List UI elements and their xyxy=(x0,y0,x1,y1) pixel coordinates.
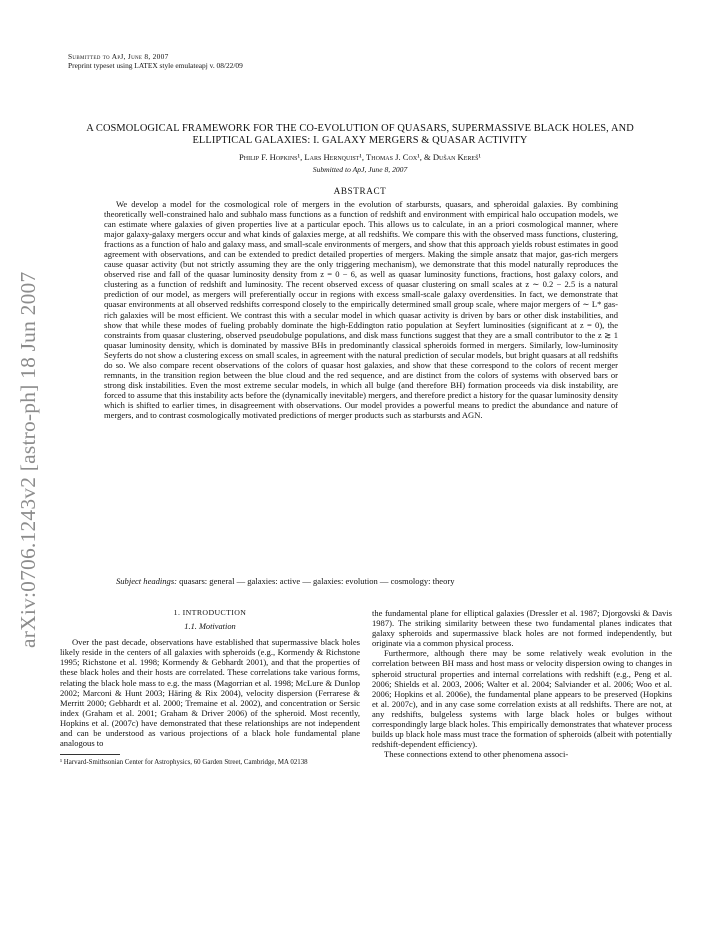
arxiv-stamp: arXiv:0706.1243v2 [astro-ph] 18 Jun 2007 xyxy=(16,271,40,648)
intro-paragraph-3: Furthermore, although there may be some relatively weak evolution in the correlation between BH mass and host mass or velocity dispersion owing to changes in spheroid structural properties and internal correlations with redshift (e.g., Peng et al. 2006; Shields et al. 2003, 2006; Walter et al. 2004; Salviander et al. 2006; Woo et al. 2006; Hopkins et al. 2006e), the fundamental plane appears to be preserved (Hopkins et al. 2007c), and in any case some correlation exists at all redshifts. There are not, at any redshifts, bulgeless systems with large black holes or bulges without correspondingly large black holes. This empirically demonstrates that whatever process builds up black hole mass must trace the formation of spheroids (albeit with potentially redshift-dependent efficiency). xyxy=(372,648,672,750)
intro-paragraph-2: the fundamental plane for elliptical galaxies (Dressler et al. 1987; Djorgovski & Davis 1987). The striking similarity between these two fundamental planes indicates that galaxy spheroids and supermassive black holes are not formed independently, but originate via a common physical process. xyxy=(372,608,672,649)
footnote-rule xyxy=(60,754,120,755)
right-column xyxy=(372,608,672,759)
submitted-note: Submitted to ApJ, June 8, 2007 xyxy=(312,165,408,174)
intro-paragraph-4: These connections extend to other phenomena associ- xyxy=(384,749,569,760)
subject-label: Subject headings: xyxy=(116,576,178,586)
abstract-heading: ABSTRACT xyxy=(333,186,387,196)
subject-text: quasars: general — galaxies: active — galaxies: evolution — cosmology: theory xyxy=(177,576,455,586)
section-heading: 1. INTRODUCTION xyxy=(173,608,247,617)
subsection-heading: 1.1. Motivation xyxy=(184,622,236,632)
author-list: Philip F. Hopkins¹, Lars Hernquist¹, Thomas J. Cox¹, & Dušan Kereš¹ xyxy=(238,152,481,162)
preprint-header xyxy=(68,52,243,70)
abstract-text: We develop a model for the cosmological role of mergers in the evolution of starbursts, quasars, and spheroidal galaxies. By combining theoretically well-constrained halo and subhalo mass functions as a function of redshift and environment with empirical halo occupation models, we can estimate where galaxies of given properties live at a particular epoch. This allows us to calculate, in an a priori cosmological manner, where major galaxy-galaxy mergers occur and what kinds of galaxies merge, at all redshifts. We compare this with the observed mass functions, clustering, fractions as a function of halo and galaxy mass, and small-scale environments of mergers, and show that this approach yields robust estimates in good agreement with observations, and can be extended to predict detailed properties of mergers. Making the simple ansatz that major, gas-rich mergers cause quasar activity (but not strictly assuming they are the only triggering mechanism), we demonstrate that this model naturally reproduces the observed rise and fall of the quasar luminosity density from z = 0 − 6, as well as quasar luminosity functions, fractions, host galaxy colors, and clustering as a function of redshift and luminosity. The recent observed excess of quasar clustering on small scales at z ∼ 0.2 − 2.5 is a natural prediction of our model, as mergers will preferentially occur in regions with excess small-scale galaxy overdensities. In fact, we demonstrate that quasar environments at all observed redshifts correspond closely to the empirically determined small group scale, where major mergers of ∼ L* gas-rich galaxies will be most efficient. We contrast this with a secular model in which quasar activity is driven by bars or other disk instabilities, and show that while these modes of fueling probably dominate the high-Eddington ratio population at Seyfert luminosities (significant at z = 0), the constraints from quasar clustering, observed pseudobulge populations, and disk mass functions suggest that they are a small contributor to the z ≳ 1 quasar luminosity density, which is dominated by massive BHs in predominantly classical spheroids formed in mergers. Similarly, low-luminosity Seyferts do not show a clustering excess on small scales, in agreement with the natural prediction of secular models, but bright quasars at all redshifts do so. We also compare recent observations of the colors of quasar host galaxies, and show that these correspond to the colors of recent merger remnants, in the transition region between the blue cloud and the red sequence, and are distinct from the colors of systems with observed bars or strong disk instabilities. Even the most extreme secular models, in which all bulge (and therefore BH) formation proceeds via disk instability, are forced to assume that this instability acts before the (dynamically inevitable) mergers, and therefore predict a history for the quasar luminosity density which is shifted to earlier times, in disagreement with observations. Our model provides a powerful means to predict the abundance and nature of mergers, and to contrast cosmologically motivated predictions of merger products such as starbursts and AGN. xyxy=(104,199,618,420)
paper-title: A COSMOLOGICAL FRAMEWORK FOR THE CO-EVOLUTION OF QUASARS, SUPERMASSIVE BLACK HOLES, AND ELLIPTICAL GALAXIES: I. GALAXY MERGERS & QUASAR ACTIVITY xyxy=(86,123,634,146)
typeset-line: Preprint typeset using LATEX style emulateapj v. 08/22/09 xyxy=(68,61,243,70)
affiliation-footnote: ¹ Harvard-Smithsonian Center for Astrophysics, 60 Garden Street, Cambridge, MA 02138 xyxy=(60,759,308,767)
submission-line: Submitted to ApJ, June 8, 2007 xyxy=(68,52,169,61)
intro-paragraph-1: Over the past decade, observations have established that supermassive black holes likely reside in the centers of all galaxies with spheroids (e.g., Kormendy & Richstone 1995; Richstone et al. 1998; Kormendy & Gebhardt 2001), and that the properties of these black holes and their hosts are correlated. These correlations take various forms, relating the black hole mass to e.g. the mass (Magorrian et al. 1998; McLure & Dunlop 2002; Marconi & Hunt 2003; Häring & Rix 2004), velocity dispersion (Ferrarese & Merritt 2000; Gebhardt et al. 2000; Tremaine et al. 2002), and concentration or Sersic index (Graham et al. 2001; Graham & Driver 2006) of the spheroid. Most recently, Hopkins et al. (2007c) have demonstrated that these relationships are not independent and can be understood as various projections of a black hole fundamental plane analogous to xyxy=(60,637,360,749)
subject-headings xyxy=(104,576,618,586)
left-column xyxy=(60,608,360,768)
